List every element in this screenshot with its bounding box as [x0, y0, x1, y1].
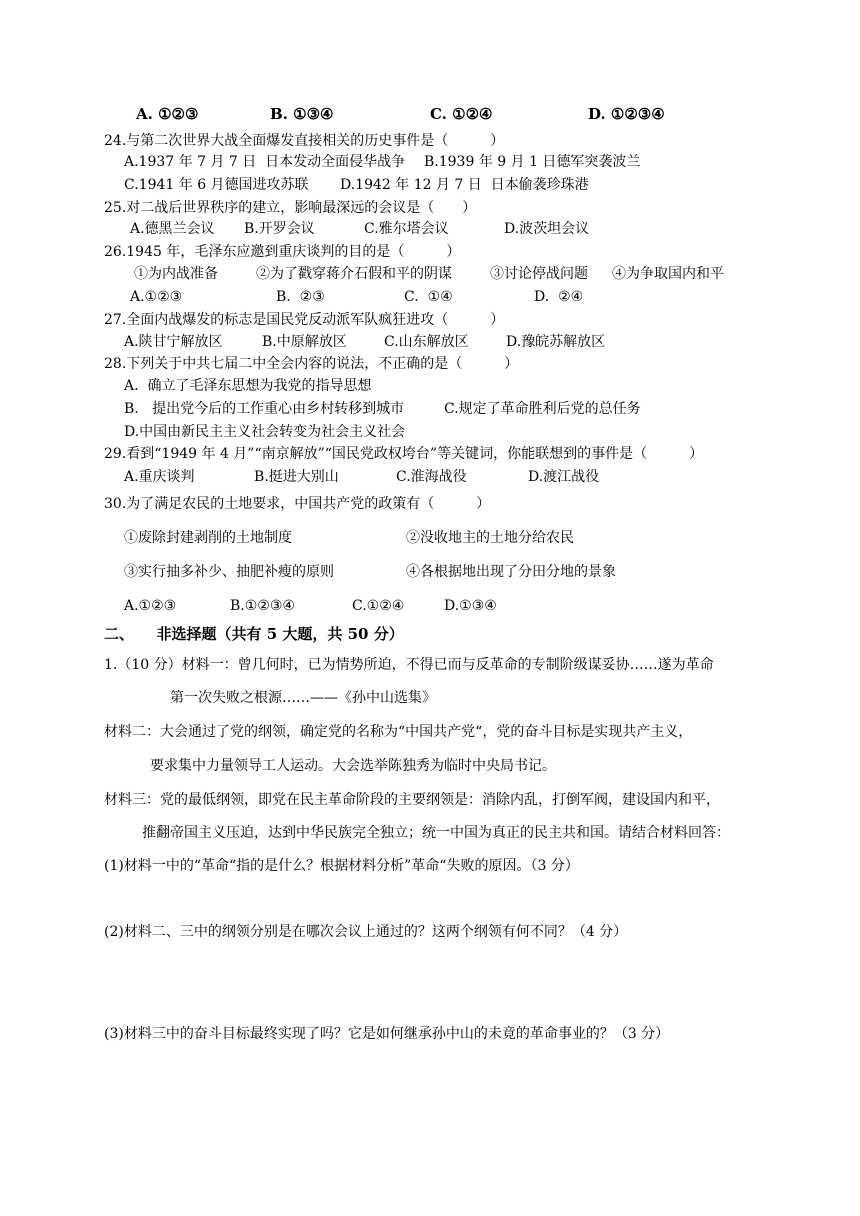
q26-option-d: D. ②④	[534, 289, 584, 305]
q28-option-b: B. 提出党今后的工作重心由乡村转移到城市	[124, 401, 405, 417]
q1-material2-line1: 材料二：大会通过了党的纲领，确定党的名称为“中国共产党“，党的奋斗目标是实现共产主义，	[104, 724, 693, 740]
q26-item-2: ②为了戳穿蒋介石假和平的阴谋	[256, 266, 452, 282]
q25-option-d: D.波茨坦会议	[504, 221, 590, 237]
q27-option-c: C.山东解放区	[384, 334, 469, 350]
q25-option-b: B.开罗会议	[244, 221, 315, 237]
q1-sub3: (3)材料三中的奋斗目标最终实现了吗？它是如何继承孙中山的未竟的革命事业的？（3 分）	[104, 1026, 670, 1042]
q1-sub1: (1)材料一中的“革命“指的是什么？根据材料分析”革命“失败的原因。（3 分）	[104, 858, 579, 874]
q26-option-b: B. ②③	[276, 289, 325, 305]
q29-option-b: B.挺进大别山	[254, 469, 339, 485]
q29-option-d: D.渡江战役	[528, 469, 600, 485]
q23-option-a: A. ①②③	[136, 105, 199, 123]
q1-material1-line2: 第一次失败之根源……——《孙中山选集》	[170, 690, 436, 706]
q27-stem: 27.全面内战爆发的标志是国民党反动派军队疯狂进攻（ ）	[104, 312, 505, 328]
q24-option-b: B.1939 年 9 月 1 日德军突袭波兰	[424, 154, 641, 170]
q1-material3-line1: 材料三：党的最低纲领，即党在民主革命阶段的主要纲领是：消除内乱，打倒军阀，建设国内和平，	[104, 792, 720, 808]
q1-sub2: (2)材料二、三中的纲领分别是在哪次会议上通过的？这两个纲领有何不同？（4 分）	[104, 924, 628, 940]
q24-stem: 24.与第二次世界大战全面爆发直接相关的历史事件是（ ）	[104, 133, 505, 149]
q25-option-c: C.雅尔塔会议	[364, 221, 449, 237]
q28-option-a: A. 确立了毛泽东思想为我党的指导思想	[124, 378, 372, 394]
q24-option-d: D.1942 年 12 月 7 日 日本偷袭珍珠港	[340, 177, 589, 193]
q23-option-d: D. ①②③④	[588, 105, 665, 123]
q28-option-c: C.规定了革命胜利后党的总任务	[444, 401, 641, 417]
q28-option-d: D.中国由新民主主义社会转变为社会主义社会	[124, 424, 406, 440]
q26-option-a: A.①②③	[130, 289, 183, 305]
q23-option-b: B. ①③④	[270, 105, 334, 123]
q29-option-a: A.重庆谈判	[124, 469, 195, 485]
q1-material2-line2: 要求集中力量领导工人运动。大会选举陈独秀为临时中央局书记。	[150, 758, 556, 774]
q30-stem: 30.为了满足农民的土地要求，中国共产党的政策有（ ）	[104, 496, 491, 512]
q30-option-c: C.①②④	[352, 598, 405, 614]
q30-item-4: ④各根据地出现了分田分地的景象	[406, 564, 616, 580]
q23-option-c: C. ①②④	[430, 105, 493, 123]
q30-item-2: ②没收地主的土地分给农民	[406, 530, 574, 546]
q27-option-a: A.陕甘宁解放区	[124, 334, 223, 350]
q30-item-1: ①废除封建剥削的土地制度	[124, 530, 292, 546]
q24-option-a: A.1937 年 7 月 7 日 日本发动全面侵华战争	[124, 154, 406, 170]
q26-option-c: C. ①④	[404, 289, 453, 305]
q29-stem: 29.看到“1949 年 4 月”“南京解放”“国民党政权垮台”等关键词，你能联想到的事件是（ ）	[104, 446, 704, 462]
q26-item-1: ①为内战准备	[134, 266, 218, 282]
q25-option-a: A.德黑兰会议	[130, 221, 215, 237]
q25-stem: 25.对二战后世界秩序的建立，影响最深远的会议是（ ）	[104, 200, 477, 216]
q30-item-3: ③实行抽多补少、抽肥补瘦的原则	[124, 564, 334, 580]
q1-material3-line2: 推翻帝国主义压迫，达到中华民族完全独立；统一中国为真正的民主共和国。请结合材料回答：	[142, 825, 730, 841]
q26-item-3: ③讨论停战问题	[490, 266, 588, 282]
q30-option-d: D.①③④	[444, 598, 497, 614]
q29-option-c: C.淮海战役	[396, 469, 467, 485]
section2-heading: 二、 非选择题（共有 5 大题，共 50 分）	[104, 625, 404, 643]
q1-material1-line1: 1.（10 分）材料一：曾几何时，已为情势所迫，不得已而与反革命的专制阶级谋妥协……遂为革命	[104, 657, 714, 673]
q28-stem: 28.下列关于中共七届二中全会内容的说法，不正确的是（ ）	[104, 356, 519, 372]
q26-item-4: ④为争取国内和平	[612, 266, 724, 282]
q24-option-c: C.1941 年 6 月德国进攻苏联	[124, 177, 309, 193]
q27-option-b: B.中原解放区	[262, 334, 347, 350]
q26-stem: 26.1945 年，毛泽东应邀到重庆谈判的目的是（ ）	[104, 244, 461, 260]
q30-option-a: A.①②③	[124, 598, 177, 614]
q27-option-d: D.豫皖苏解放区	[506, 334, 606, 350]
q30-option-b: B.①②③④	[230, 598, 295, 614]
